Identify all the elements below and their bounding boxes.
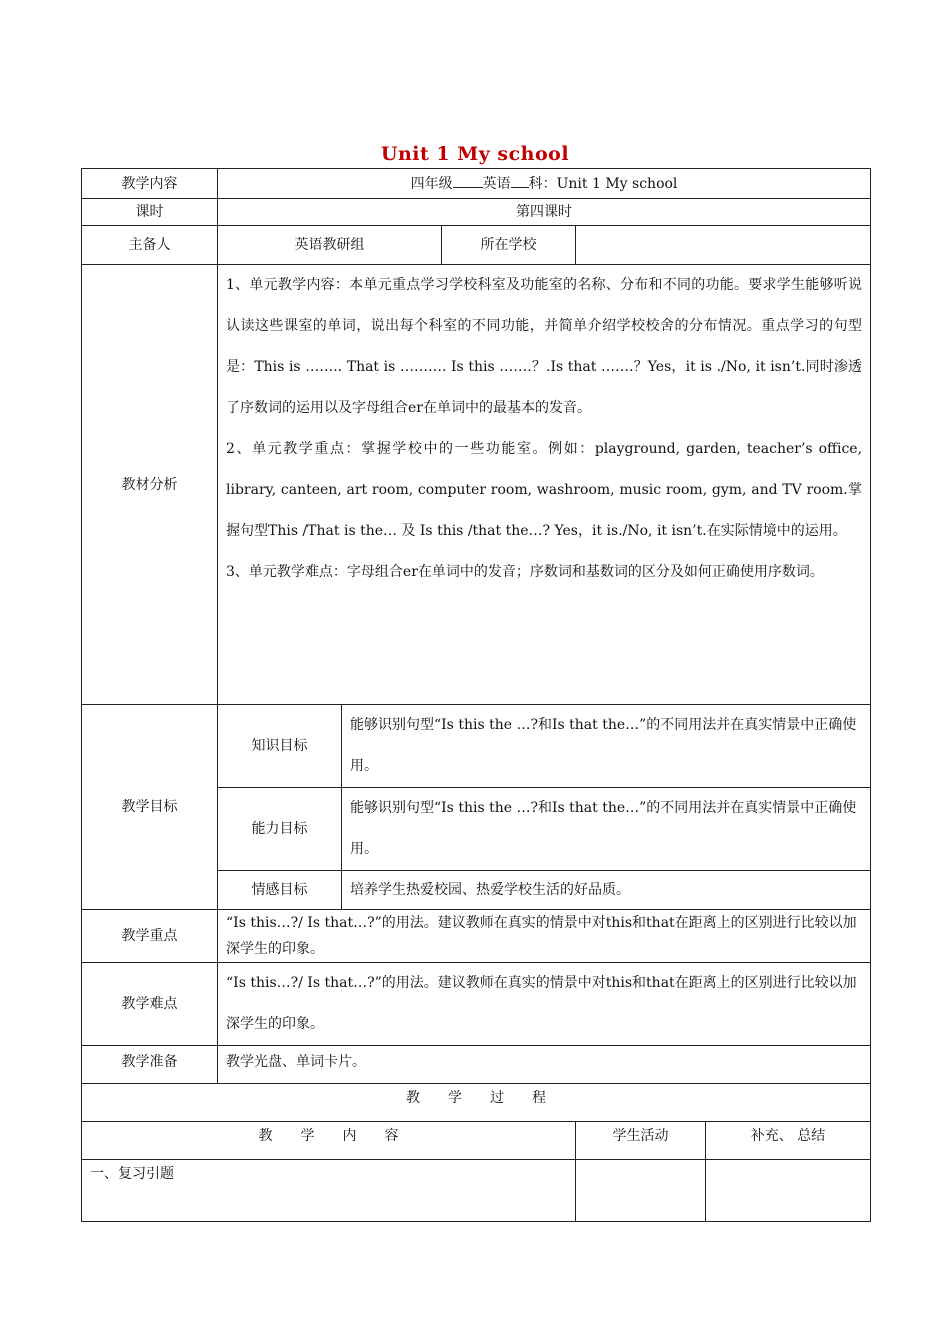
label-period: 课时 xyxy=(82,199,218,226)
row-analysis xyxy=(82,265,871,705)
value-difficulty: “Is this…?/ Is that…?”的用法。建议教师在真实的情景中对this和that在距离上的区别进行比较以加深学生的印象。 xyxy=(218,963,871,1046)
header-summary: 补充、 总结 xyxy=(706,1122,871,1160)
value-content xyxy=(218,169,871,199)
analysis-paragraph-2: 2、单元教学重点：掌握学校中的一些功能室。例如：playground, garden, teacher’s office, library, canteen, art room, computer room, washroom, music room, gym, and TV room.掌握句型This /That is the… 及 Is this /that the…? Yes，it is./No, it isn’t.在实际情境中的运用。 xyxy=(226,441,863,539)
label-key-point: 教学重点 xyxy=(82,910,218,963)
label-difficulty: 教学难点 xyxy=(82,963,218,1046)
section-1-label: 一、复习引题 xyxy=(82,1160,576,1222)
label-school: 所在学校 xyxy=(442,226,576,265)
value-school xyxy=(576,226,871,265)
label-ability-goal: 能力目标 xyxy=(218,788,342,871)
label-knowledge-goal: 知识目标 xyxy=(218,705,342,788)
section-1-summary xyxy=(706,1160,871,1222)
value-emotion-goal: 培养学生热爱校园、热爱学校生活的好品质。 xyxy=(342,871,871,910)
row-period xyxy=(82,199,871,226)
row-preparer xyxy=(82,226,871,265)
label-analysis: 教材分析 xyxy=(82,265,218,705)
label-preparer: 主备人 xyxy=(82,226,218,265)
value-preparer: 英语教研组 xyxy=(218,226,442,265)
process-heading: 教 学 过 程 xyxy=(82,1084,871,1122)
row-content xyxy=(82,169,871,199)
header-activity: 学生活动 xyxy=(576,1122,706,1160)
blank-underline xyxy=(511,173,529,188)
blank-underline xyxy=(453,173,483,188)
lesson-plan-table xyxy=(81,168,871,1222)
value-preparation: 教学光盘、单词卡片。 xyxy=(218,1046,871,1084)
row-process-header xyxy=(82,1122,871,1160)
row-process xyxy=(82,1084,871,1122)
value-period: 第四课时 xyxy=(218,199,871,226)
label-content: 教学内容 xyxy=(82,169,218,199)
document-title: Unit 1 My school xyxy=(380,143,570,165)
subject-suffix: 科：Unit 1 My school xyxy=(528,176,678,192)
row-section-1 xyxy=(82,1160,871,1222)
header-content: 教 学 内 容 xyxy=(82,1122,576,1160)
label-emotion-goal: 情感目标 xyxy=(218,871,342,910)
row-preparation xyxy=(82,1046,871,1084)
analysis-paragraph-1: 1、单元教学内容：本单元重点学习学校科室及功能室的名称、分布和不同的功能。要求学生能够听说认读这些课室的单词，说出每个科室的不同功能，并简单介绍学校校舍的分布情况。重点学习的句型是：This is …….. That is ………. Is this …….？.Is that …….？Yes，it is ./No, it isn’t.同时渗透了序数词的运用以及字母组合er在单词中的最基本的发音。 xyxy=(226,277,863,416)
row-difficulty xyxy=(82,963,871,1046)
label-goals: 教学目标 xyxy=(82,705,218,910)
value-knowledge-goal: 能够识别句型“Is this the …?和Is that the…”的不同用法并在真实情景中正确使用。 xyxy=(342,705,871,788)
grade-text: 四年级 xyxy=(410,176,453,192)
value-ability-goal: 能够识别句型“Is this the …?和Is that the…”的不同用法并在真实情景中正确使用。 xyxy=(342,788,871,871)
value-analysis xyxy=(218,265,871,705)
value-key-point: “Is this…?/ Is that…?”的用法。建议教师在真实的情景中对this和that在距离上的区别进行比较以加深学生的印象。 xyxy=(218,910,871,963)
subject-text: 英语 xyxy=(482,176,511,192)
analysis-paragraph-3: 3、单元教学难点：字母组合er在单词中的发音；序数词和基数词的区分及如何正确使用序数词。 xyxy=(226,564,824,580)
label-preparation: 教学准备 xyxy=(82,1046,218,1084)
row-goal-knowledge xyxy=(82,705,871,788)
section-1-activity xyxy=(576,1160,706,1222)
row-key-point xyxy=(82,910,871,963)
